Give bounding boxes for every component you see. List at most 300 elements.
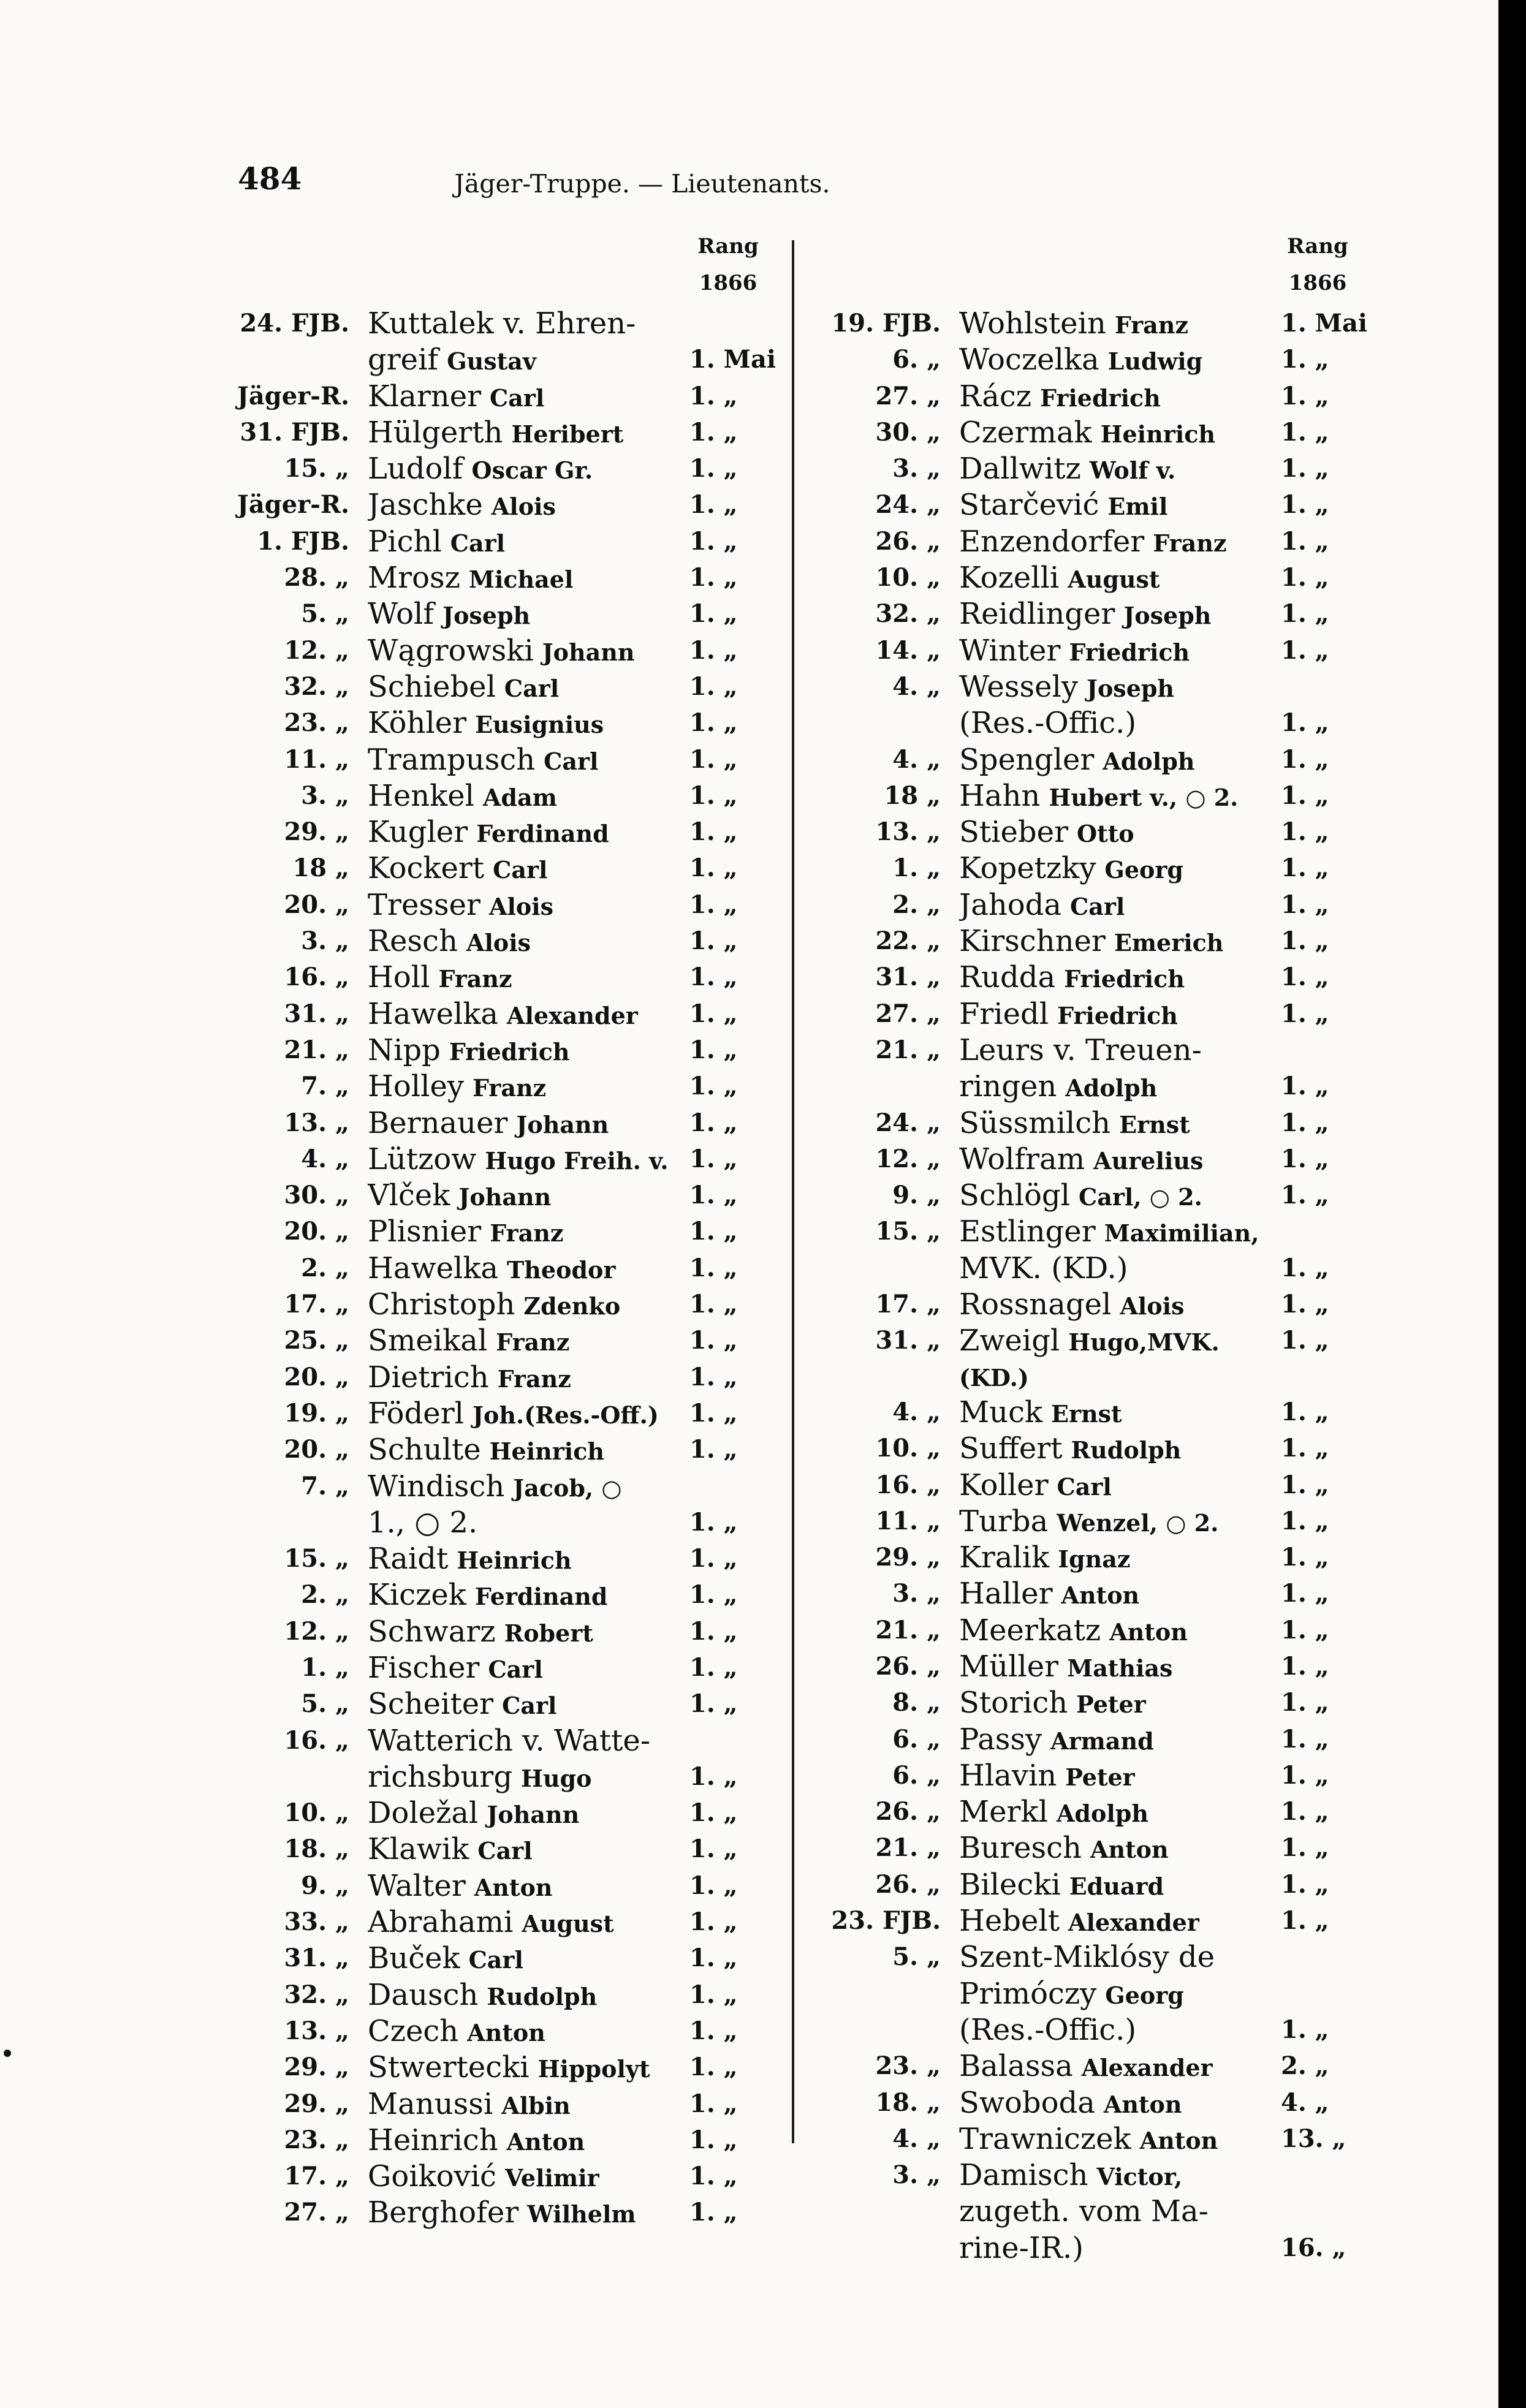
unit-cell: 10. „ (875, 1434, 941, 1463)
rank-date-cell: 1. „ (1281, 1072, 1329, 1101)
table-row (821, 1431, 1373, 1467)
surname: Holl (368, 960, 430, 995)
rank-column-header-right: Rang 1866 (1287, 234, 1348, 295)
rank-date-cell: 1. „ (1281, 345, 1329, 374)
name-cell (368, 815, 689, 851)
name-cell (368, 1978, 689, 2014)
given-name: Eduard (1069, 1872, 1164, 1900)
rank-date-cell: 1. Mai (1281, 309, 1368, 338)
unit-cell: 3. „ (301, 926, 349, 956)
given-name: Franz (1153, 529, 1227, 557)
surname: Kopetzky (959, 851, 1096, 886)
unit-cell: 31. „ (284, 1944, 349, 1973)
rank-date-cell: 1. „ (1281, 1651, 1329, 1681)
given-name: Johann (487, 1801, 580, 1829)
unit-cell: 6. „ (892, 1760, 941, 1790)
surname: Storich (959, 1686, 1068, 1721)
name-cell (959, 524, 1281, 561)
surname: Ludolf (368, 452, 463, 487)
rank-date-cell: 1. „ (1281, 1906, 1329, 1936)
table-row (821, 452, 1373, 488)
name-cell (959, 2231, 1281, 2267)
given-name: Franz (1114, 311, 1189, 339)
unit-cell: 19. „ (284, 1398, 349, 1428)
rank-date-cell: 1. „ (689, 1907, 738, 1937)
unit-cell: 18 „ (884, 781, 941, 810)
surname: Holley (368, 1069, 464, 1104)
surname: Hawelka (368, 996, 499, 1031)
table-row (821, 2194, 1373, 2230)
given-name: Ludwig (1107, 347, 1203, 376)
table-row (230, 1542, 781, 1578)
name-cell (959, 1795, 1281, 1831)
given-name: Heinrich (457, 1547, 572, 1575)
name-cell (368, 2159, 689, 2195)
unit-cell: 21. „ (875, 1035, 941, 1064)
unit-cell: 23. FJB. (831, 1906, 941, 1936)
unit-cell: 31. „ (875, 1326, 941, 1355)
table-row (821, 415, 1373, 452)
rank-date-cell: 1. „ (689, 1435, 738, 1464)
unit-cell: 17. „ (284, 1290, 349, 1319)
table-row (821, 1577, 1373, 1613)
unit-cell: 31. „ (875, 963, 941, 992)
table-row (230, 1033, 781, 1069)
table-row (821, 524, 1373, 561)
given-name: Gustav (447, 347, 536, 376)
unit-cell: 20. „ (284, 1217, 349, 1246)
unit-cell: 32. „ (875, 599, 941, 629)
table-row (821, 1649, 1373, 1686)
table-row (821, 997, 1373, 1033)
name-cell (959, 1613, 1281, 1649)
surname: Kiczek (368, 1578, 466, 1613)
table-row (821, 743, 1373, 779)
name-cell (959, 779, 1281, 815)
unit-cell: 10. „ (284, 1798, 349, 1828)
table-row (230, 779, 781, 815)
table-row (821, 1977, 1373, 2013)
rank-date-cell: 1. „ (1281, 1797, 1329, 1827)
unit-cell: 21. „ (284, 1035, 349, 1064)
unit-cell: 2. „ (892, 890, 941, 919)
rank-date-cell: 1. „ (1281, 417, 1329, 447)
given-name: Theodor (507, 1255, 616, 1284)
surname: Hülgerth (368, 415, 503, 450)
given-name: Aurelius (1093, 1146, 1204, 1175)
name-cell (959, 561, 1281, 597)
rank-date-cell: 1. „ (689, 999, 738, 1028)
table-row (821, 1214, 1373, 1251)
unit-cell: 15. „ (875, 1217, 941, 1246)
table-row (821, 1940, 1373, 1976)
unit-cell: 10. „ (875, 563, 941, 593)
name-cell (959, 924, 1281, 960)
unit-cell: 20. „ (284, 1362, 349, 1391)
rank-date-cell: 1. „ (689, 1398, 738, 1428)
rank-date-cell: 1. „ (689, 1944, 738, 1973)
surname: Enzendorfer (959, 524, 1145, 559)
rank-date-cell: 1. „ (689, 1362, 738, 1391)
table-row (821, 2013, 1373, 2049)
table-row (230, 706, 781, 742)
rank-date-cell: 1. „ (689, 2125, 738, 2154)
given-name: Georg (1104, 856, 1183, 884)
unit-cell: 21. „ (875, 1833, 941, 1863)
table-row (821, 306, 1373, 343)
table-row (230, 1142, 781, 1178)
surname: Klawik (368, 1832, 469, 1867)
table-row (230, 379, 781, 415)
given-name: Hugo,MVK.(KD.) (959, 1328, 1220, 1391)
table-row (821, 1033, 1373, 1069)
table-row (230, 1796, 781, 1832)
name-cell (368, 1796, 689, 1832)
surname: Jaschke (368, 488, 483, 523)
unit-cell: 18 „ (292, 854, 349, 883)
rank-date-cell: 1. „ (689, 2089, 738, 2118)
table-row (230, 343, 781, 379)
name-cell (959, 1722, 1281, 1759)
surname: Tresser (368, 887, 480, 922)
table-row (230, 634, 781, 670)
given-name: Alexander (1081, 2054, 1213, 2082)
name-cell (368, 379, 689, 415)
name-cell (368, 1578, 689, 1614)
given-name: Adam (483, 783, 557, 811)
surname: Dallwitz (959, 452, 1081, 487)
unit-cell: 25. „ (284, 1326, 349, 1355)
rank-date-cell: 1. „ (1281, 490, 1329, 520)
rank-date-cell: 1. „ (689, 1217, 738, 1246)
surname: Turba (959, 1504, 1049, 1539)
table-row (230, 1651, 781, 1687)
table-row (230, 960, 781, 996)
rank-date-cell: 1. „ (1281, 963, 1329, 992)
surname: Rossnagel (959, 1287, 1112, 1322)
given-name: Carl (490, 384, 545, 412)
surname: Woczelka (959, 343, 1099, 377)
rank-date-cell: 1. „ (689, 599, 738, 629)
name-cell (368, 670, 689, 706)
rank-date-cell: 1. „ (689, 1834, 738, 1864)
name-cell (368, 1469, 689, 1505)
name-cell (368, 1542, 689, 1578)
surname: Schulte (368, 1433, 481, 1467)
rank-date-cell: 1. „ (689, 2162, 738, 2191)
unit-cell: 24. „ (875, 490, 941, 520)
surname: Pichl (368, 524, 442, 559)
name-cell (959, 415, 1281, 452)
unit-cell: 29. „ (284, 817, 349, 847)
name-cell (368, 924, 689, 960)
surname: Schiebel (368, 669, 496, 704)
unit-cell: 9. „ (301, 1871, 349, 1900)
table-row (230, 815, 781, 851)
table-row (230, 452, 781, 488)
name-cell (959, 1323, 1281, 1395)
given-name: Alois (1120, 1292, 1185, 1320)
given-name: Wenzel, ○ 2. (1057, 1509, 1219, 1537)
table-row (230, 743, 781, 779)
table-row (821, 597, 1373, 633)
given-name: Johann (516, 1110, 609, 1138)
unit-cell: 23. „ (284, 708, 349, 738)
given-name: Albin (501, 2091, 571, 2119)
given-name: Ignaz (1058, 1545, 1131, 1573)
rank-date-cell: 1. „ (1281, 1543, 1329, 1572)
table-row (230, 2123, 781, 2159)
name-cell (959, 1577, 1281, 1613)
table-row (230, 1760, 781, 1796)
unit-cell: 11. „ (284, 744, 349, 774)
unit-cell: 5. „ (301, 1689, 349, 1719)
rank-date-cell: 1. „ (1281, 1506, 1329, 1535)
name-cell (959, 452, 1281, 488)
rank-date-cell: 1. „ (689, 708, 738, 738)
unit-cell: 30. „ (284, 1181, 349, 1210)
surname: Bilecki (959, 1867, 1061, 1902)
table-row (230, 1396, 781, 1433)
name-cell (368, 306, 689, 343)
name-cell (368, 1106, 689, 1142)
given-name: Oscar Gr. (471, 456, 593, 485)
surname: Kozelli (959, 561, 1060, 596)
surname: Watterich v. Watte- (368, 1723, 651, 1758)
name-cell (959, 1868, 1281, 1904)
given-name: Heinrich (1100, 420, 1215, 448)
rank-date-cell: 13. „ (1281, 2124, 1346, 2153)
name-cell (959, 2158, 1281, 2194)
surname: Windisch (368, 1469, 505, 1504)
name-cell (368, 2014, 689, 2050)
surname: Kockert (368, 851, 485, 886)
surname: Schlögl (959, 1178, 1071, 1213)
surname: Estlinger (959, 1214, 1096, 1249)
surname: Rudda (959, 960, 1056, 995)
rank-date-cell: 1. „ (1281, 1144, 1329, 1173)
given-name: Heinrich (489, 1437, 605, 1466)
surname: rine-IR.) (959, 2230, 1084, 2265)
name-cell (368, 1615, 689, 1651)
rank-date-cell: 1. „ (689, 417, 738, 447)
rank-date-cell: 1. „ (689, 890, 738, 919)
surname: Raidt (368, 1542, 449, 1577)
table-row (821, 1759, 1373, 1795)
surname: Jahoda (959, 887, 1062, 922)
surname: Spengler (959, 742, 1095, 777)
name-cell (368, 1360, 689, 1396)
rank-date-cell: 1. „ (689, 672, 738, 701)
given-name: Jacob, ○ (513, 1474, 622, 1502)
unit-cell: 24. FJB. (240, 309, 349, 338)
table-row (230, 2159, 781, 2195)
unit-cell: 20. „ (284, 890, 349, 919)
unit-cell: 11. „ (875, 1506, 941, 1535)
name-cell (368, 1396, 689, 1433)
unit-cell: 16. „ (284, 963, 349, 992)
name-cell (368, 452, 689, 488)
name-cell (959, 743, 1281, 779)
name-cell (959, 2086, 1281, 2122)
table-row (821, 2122, 1373, 2158)
given-name: Franz (438, 965, 512, 993)
given-name: Friedrich (449, 1037, 570, 1066)
unit-cell: 21. „ (875, 1615, 941, 1645)
name-cell (959, 1178, 1281, 1214)
given-name: Wolf v. (1089, 456, 1176, 485)
table-row (230, 1178, 781, 1214)
rank-date-cell: 1. „ (689, 1072, 738, 1101)
table-row (821, 670, 1373, 706)
surname: Doležal (368, 1796, 479, 1831)
name-cell (959, 488, 1281, 524)
surname: Suffert (959, 1431, 1063, 1466)
table-row (821, 1142, 1373, 1178)
given-name: Anton (467, 2018, 545, 2046)
rank-date-cell: 1. „ (689, 563, 738, 593)
rank-date-cell: 1. „ (689, 817, 738, 847)
given-name: Heribert (511, 420, 624, 448)
rank-date-cell: 1. „ (1281, 454, 1329, 483)
left-column (230, 306, 781, 2232)
unit-cell: 17. „ (284, 2162, 349, 2191)
unit-cell: 16. „ (284, 1725, 349, 1755)
surname: Wolfram (959, 1142, 1085, 1176)
name-cell (959, 706, 1281, 742)
given-name: Carl (493, 856, 548, 884)
rank-date-cell: 1. „ (689, 1689, 738, 1719)
given-name: Franz (496, 1328, 570, 1357)
page-header (238, 161, 1047, 197)
surname: Haller (959, 1577, 1053, 1611)
name-cell (959, 1033, 1281, 1069)
table-row (821, 1795, 1373, 1831)
given-name: Hippolyt (537, 2055, 650, 2083)
unit-cell: 1. „ (301, 1653, 349, 1682)
unit-cell: 19. FJB. (831, 309, 941, 338)
table-row (821, 1287, 1373, 1323)
given-name: Joseph (1123, 602, 1212, 630)
rank-date-cell: 1. „ (1281, 781, 1329, 810)
given-name: Robert (504, 1619, 593, 1647)
rank-date-cell: 1. „ (689, 2016, 738, 2045)
name-cell (959, 1940, 1281, 1976)
rank-date-cell: 1. „ (689, 2198, 738, 2227)
unit-cell: 26. „ (875, 526, 941, 556)
unit-cell: 29. „ (284, 2089, 349, 2118)
given-name: Carl (502, 1692, 557, 1720)
rank-date-cell: 1. „ (1281, 708, 1329, 738)
unit-cell: 18. „ (284, 1834, 349, 1864)
name-cell (959, 306, 1281, 343)
table-row (230, 1214, 781, 1251)
table-row (230, 1469, 781, 1505)
given-name: Anton (1103, 2090, 1182, 2118)
surname: (Res.-Offic.) (959, 706, 1137, 741)
rank-date-cell: 1. „ (689, 1108, 738, 1137)
name-cell (368, 1905, 689, 1941)
unit-cell: 27. „ (875, 381, 941, 411)
table-row (821, 924, 1373, 960)
table-row (230, 1106, 781, 1142)
name-cell (959, 343, 1281, 379)
unit-cell: 22. „ (875, 926, 941, 956)
surname: MVK. (KD.) (959, 1251, 1128, 1285)
name-cell (368, 779, 689, 815)
unit-cell: 31. FJB. (240, 417, 349, 447)
name-cell (959, 1069, 1281, 1105)
surname: Heinrich (368, 2122, 498, 2157)
table-row (821, 1395, 1373, 1431)
name-cell (368, 1142, 689, 1178)
name-cell (368, 2195, 689, 2232)
name-cell (368, 1323, 689, 1360)
surname: Vlček (368, 1178, 450, 1213)
surname: Resch (368, 924, 458, 959)
unit-cell: 2. „ (301, 1580, 349, 1610)
rank-date-cell: 1. „ (1281, 2015, 1329, 2044)
name-cell (368, 1941, 689, 1977)
rank-date-cell: 1. „ (689, 1798, 738, 1828)
rank-date-cell: 1. „ (1281, 599, 1329, 629)
given-name: Carl (468, 1946, 523, 1974)
rank-date-cell: 1. „ (1281, 926, 1329, 956)
unit-cell: 17. „ (875, 1290, 941, 1319)
surname: Hawelka (368, 1251, 499, 1285)
rank-date-cell: 1. „ (1281, 817, 1329, 847)
name-cell (368, 561, 689, 597)
surname: Plisnier (368, 1214, 482, 1249)
name-cell (368, 1724, 689, 1760)
surname: Merkl (959, 1795, 1048, 1830)
unit-cell: 28. „ (284, 563, 349, 593)
unit-cell: 3. „ (892, 454, 941, 483)
name-cell (368, 2087, 689, 2123)
given-name: Peter (1065, 1763, 1135, 1791)
unit-cell: 2. „ (301, 1253, 349, 1282)
surname: Hlavin (959, 1758, 1057, 1793)
given-name: Ferdinand (476, 820, 609, 848)
rank-date-cell: 1. „ (1281, 1434, 1329, 1463)
unit-cell: 16. „ (875, 1470, 941, 1499)
given-name: Ferdinand (474, 1583, 608, 1611)
surname: Buresch (959, 1831, 1082, 1866)
name-cell (368, 997, 689, 1033)
rank-date-cell: 1. „ (689, 963, 738, 992)
surname: Primóczy (959, 1976, 1097, 2011)
rank-date-cell: 1. „ (689, 1144, 738, 1173)
given-name: Alois (466, 929, 531, 957)
rank-date-cell: 16. „ (1281, 2233, 1346, 2262)
name-cell (959, 597, 1281, 633)
surname: richsburg (368, 1759, 513, 1794)
name-cell (959, 634, 1281, 670)
rank-date-cell: 1. „ (1281, 1108, 1329, 1137)
table-row (230, 1251, 781, 1287)
given-name: Hubert v., ○ 2. (1049, 783, 1239, 811)
unit-cell: Jäger-R. (237, 381, 349, 411)
table-row (230, 1905, 781, 1941)
table-row (821, 2158, 1373, 2194)
rank-date-cell: 4. „ (1281, 2088, 1329, 2117)
table-row (230, 524, 781, 561)
unit-cell: 4. „ (892, 1397, 941, 1426)
unit-cell: 29. „ (875, 1543, 941, 1572)
name-cell (959, 1540, 1281, 1577)
surname: Starčević (959, 488, 1099, 523)
given-name: Eusignius (475, 711, 604, 739)
